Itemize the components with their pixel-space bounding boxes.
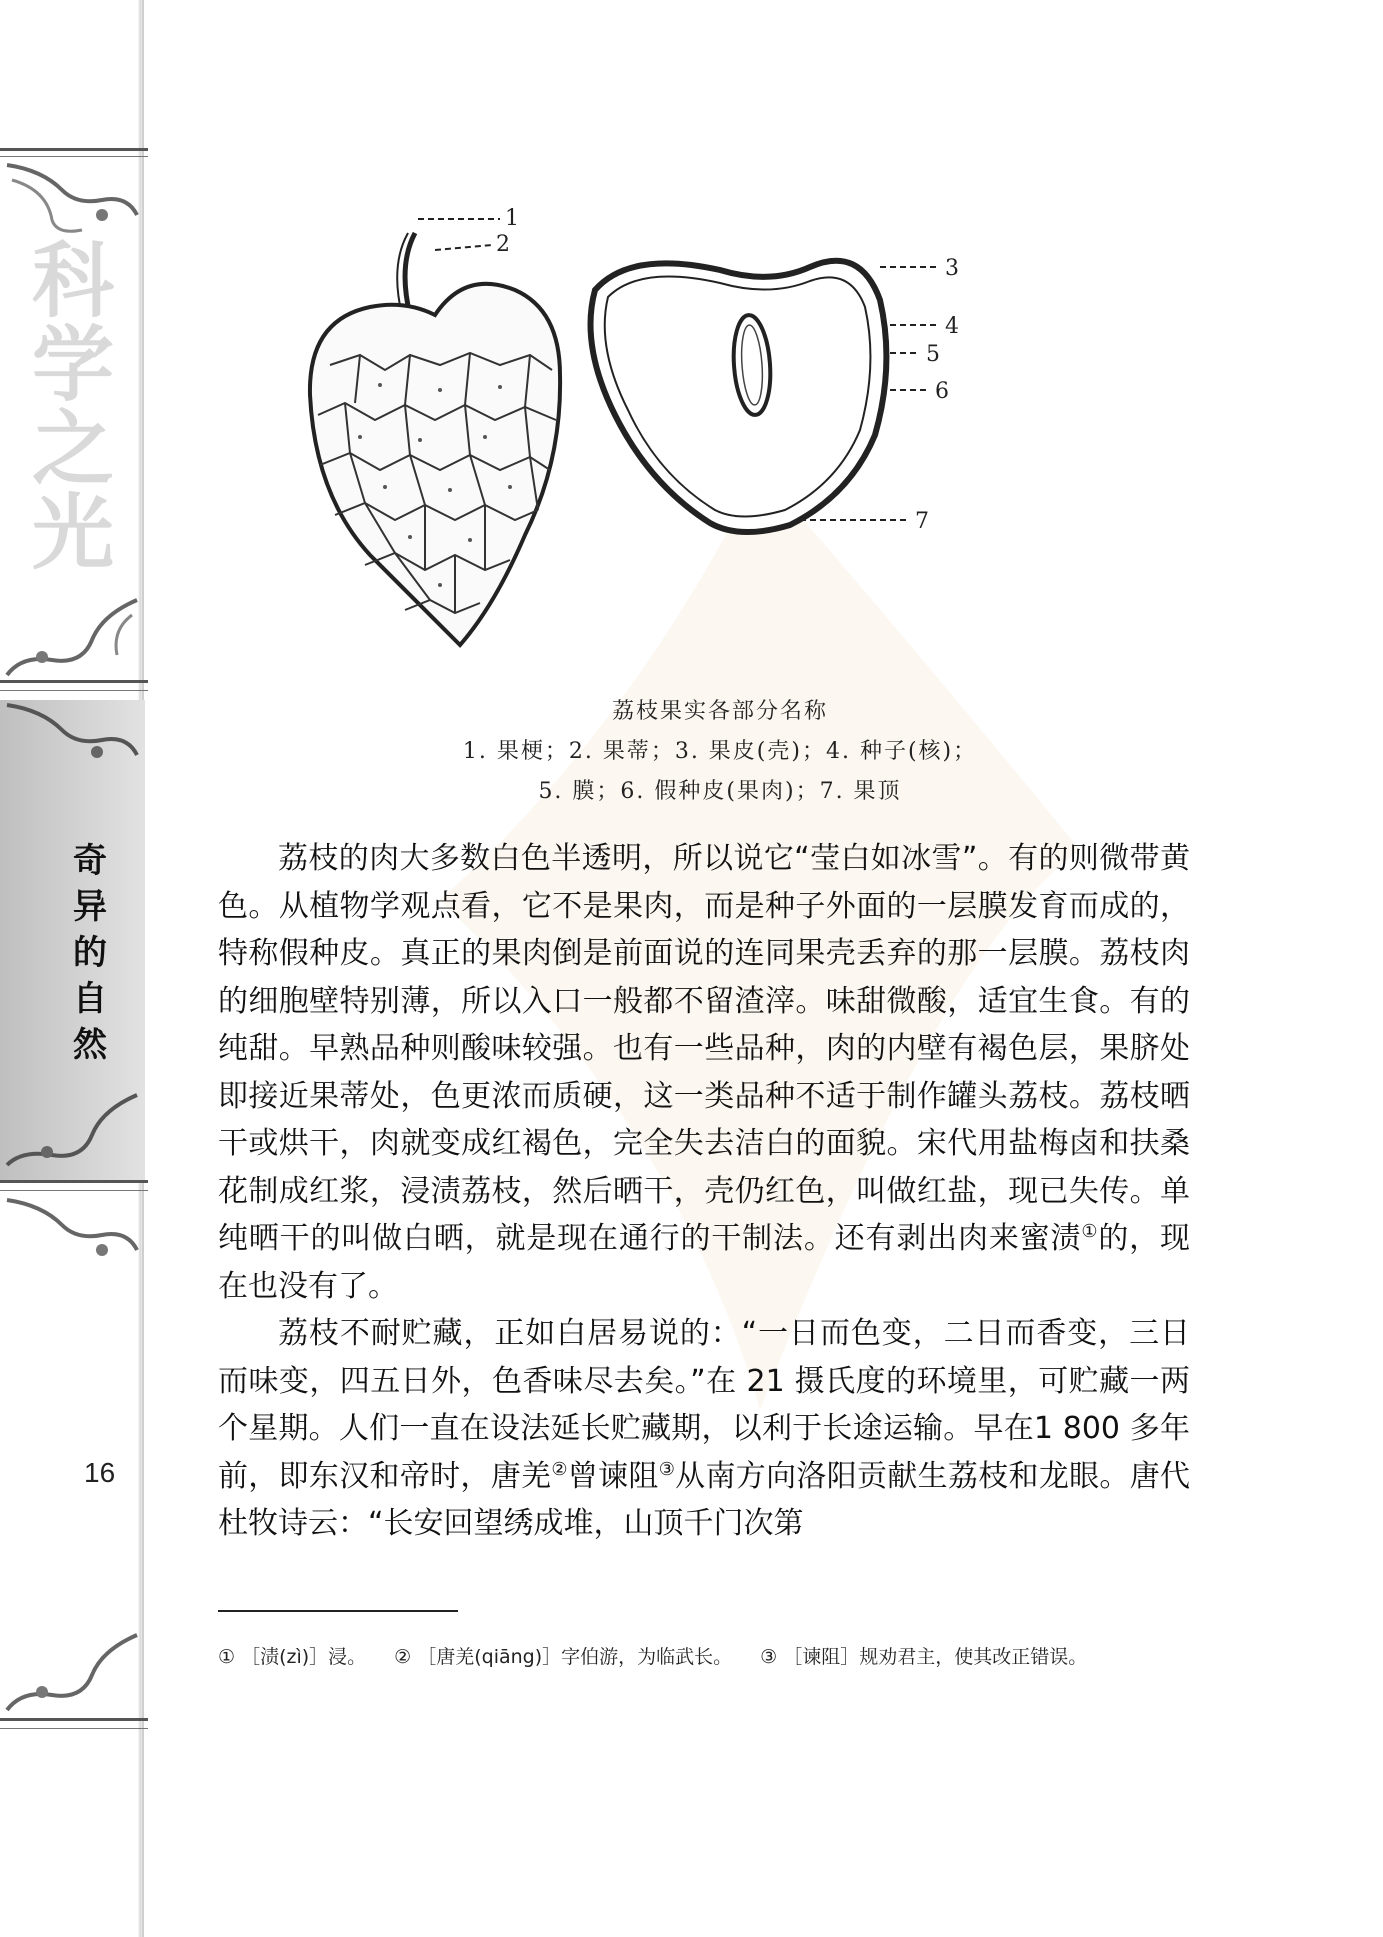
paragraph-text: 荔枝的肉大多数白色半透明，所以说它“莹白如冰雪”。有的则微带黄色。从植物学观点看，它不是果肉，而是种子外面的一层膜发育而成的，特称假种皮。真正的果肉倒是前面说的连同果壳丢弃的那一层膜。荔枝肉的细胞壁特别薄，所以入口一般都不留渣滓。味甜微酸，适宜生食。有的纯甜。早熟品种则酸味较强。也有一些品种，肉的内壁有褐色层，果脐处即接近果蒂处，色更浓而质硬，这一类品种不适于制作罐头荔枝。荔枝晒干或烘干，肉就变成红褐色，完全失去洁白的面貌。宋代用盐梅卤和扶桑花制成红浆，浸渍荔枝，然后晒干，壳仍红色，叫做红盐，现已失传。单纯晒干的叫做白晒，就是现在通行的干制法。还有剥出肉来蜜渍	[218, 841, 1190, 1256]
footnote: ③ ［谏阻］规劝君主，使其改正错误。	[760, 1646, 1088, 1668]
callout-label: 7	[915, 509, 929, 534]
paragraph-text: 的，现在也没有了。	[218, 1221, 1191, 1304]
corner-ornament-icon	[2, 1090, 142, 1170]
series-title-char: 科	[31, 234, 114, 329]
footnote-marker: ③	[658, 1458, 676, 1480]
chapter-title-char: 自	[73, 979, 107, 1019]
series-title-char: 学	[31, 318, 114, 413]
chapter-title-char: 然	[73, 1025, 107, 1065]
footnote: ② ［唐羌(qiāng)］字伯游，为临武长。	[394, 1646, 733, 1668]
footnote-marker: ②	[551, 1458, 568, 1480]
paragraph-text: 从南方向洛阳贡献生荔枝和龙眼。唐代杜牧诗云：“长安回望绣成堆，山顶千门次第	[218, 1458, 1191, 1541]
chapter-title	[60, 838, 120, 1068]
figure-caption-title: 荔枝果实各部分名称	[611, 699, 828, 724]
ornament-line	[0, 1728, 148, 1729]
footnote: ① ［渍(zì)］浸。	[218, 1646, 367, 1668]
figure-caption-line: 5. 膜；6. 假种皮(果肉)；7. 果顶	[538, 779, 902, 804]
paragraph-text: 荔枝不耐贮藏，正如白居易说的：“一日而色变，二日而香变，三日而味变，四五日外，色香味尽去矣。”在 21 摄氏度的环境里，可贮藏一两个星期。人们一直在设法延长贮藏期，以利于长途运输。早在1 800 多年前，即东汉和帝时，唐羌	[218, 1316, 1190, 1494]
ornament-line	[0, 1180, 148, 1183]
paragraph	[218, 1310, 1190, 1548]
footnote-rule	[218, 1610, 458, 1612]
ornament-line	[0, 690, 148, 691]
footnote-marker: ①	[1081, 1221, 1099, 1242]
paragraph	[218, 835, 1190, 1310]
callout-label: 5	[926, 342, 940, 367]
callout-label: 4	[945, 314, 959, 339]
series-title-char: 光	[31, 486, 114, 581]
corner-ornament-icon	[2, 1630, 142, 1715]
corner-ornament-icon	[2, 160, 142, 240]
body-text	[218, 835, 1190, 1548]
ornament-line	[0, 1190, 148, 1191]
lychee-diagram	[290, 206, 1120, 685]
figure-caption-line: 1. 果梗；2. 果蒂；3. 果皮(壳)；4. 种子(核)；	[462, 739, 978, 764]
callout-label: 1	[505, 206, 519, 231]
cross-section-drawing	[591, 261, 887, 532]
ornament-line	[0, 680, 148, 683]
ornament-line	[0, 156, 148, 157]
callout-label: 2	[496, 232, 510, 257]
series-title	[18, 234, 128, 581]
ornament-line	[0, 148, 148, 151]
whole-fruit-drawing	[310, 233, 560, 645]
callout-label: 3	[945, 256, 959, 281]
corner-ornament-icon	[2, 595, 142, 680]
chapter-title-char: 异	[73, 887, 107, 927]
page-number: 16	[84, 1457, 116, 1488]
corner-ornament-icon	[2, 1195, 142, 1275]
corner-ornament-icon	[2, 700, 142, 770]
chapter-title-char: 的	[73, 933, 107, 973]
callout-label: 6	[935, 379, 949, 404]
chapter-title-char: 奇	[73, 841, 107, 881]
footnotes	[218, 1640, 1190, 1674]
paragraph-text: 曾谏阻	[567, 1458, 659, 1494]
ornament-line	[0, 1718, 148, 1721]
series-title-char: 之	[31, 402, 114, 497]
